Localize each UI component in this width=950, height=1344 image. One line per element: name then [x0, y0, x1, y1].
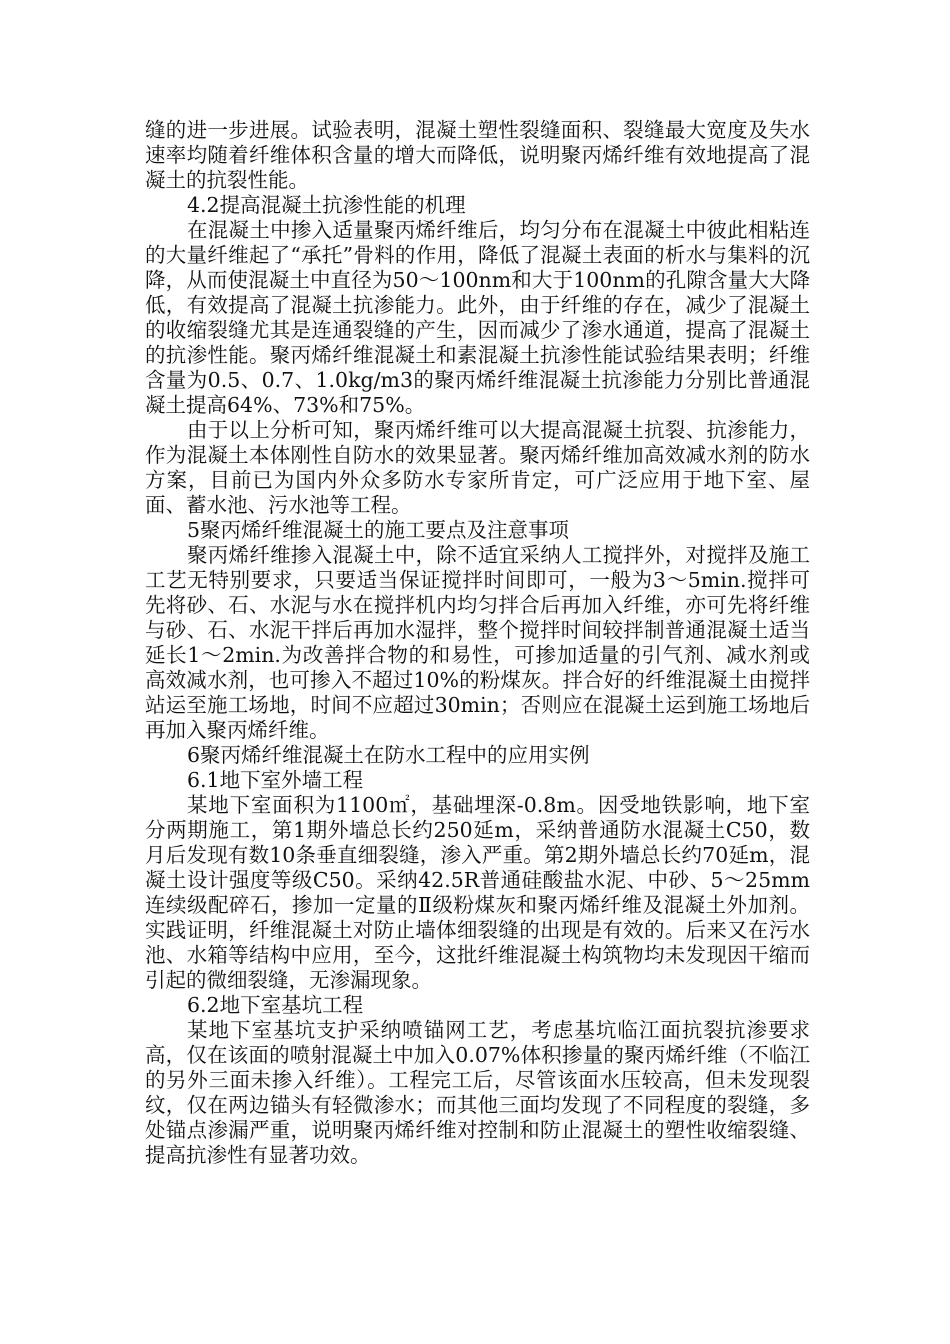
paragraph-impermeability-mechanism: 在混凝土中掺入适量聚丙烯纤维后，均匀分布在混凝土中彼此相粘连的大量纤维起了“承托”骨料的作用，降低了混凝土表面的析水与集料的沉降，从而使混凝土中直径为50～100nm和大于100nm的孔隙含量大大降低，有效提高了混凝土抗渗能力。此外，由于纤维的存在，减少了混凝土的收缩裂缝尤其是连通裂缝的产生，因而减少了渗水通道，提高了混凝土的抗渗性能。聚丙烯纤维混凝土和素混凝土抗渗性能试验结果表明；纤维含量为0.5、0.7、1.0kg/m3的聚丙烯纤维混凝土抗渗能力分别比普通混凝土提高64%、73%和75%。	[145, 218, 810, 417]
section-heading-6-1: 6.1地下室外墙工程	[187, 768, 364, 792]
section-heading-5: 5聚丙烯纤维混凝土的施工要点及注意事项	[187, 518, 570, 542]
paragraph-analysis-summary: 由于以上分析可知，聚丙烯纤维可以大提高混凝土抗裂、抗渗能力，作为混凝土本体刚性自防水的效果显著。聚丙烯纤维加高效减水剂的防水方案，目前已为国内外众多防水专家所肯定，可广泛应用于地下室、屋面、蓄水池、污水池等工程。	[145, 418, 810, 517]
section-heading-6: 6聚丙烯纤维混凝土在防水工程中的应用实例	[187, 743, 590, 767]
document-page	[145, 118, 810, 1168]
paragraph-foundation-pit-case: 某地下室基坑支护采纳喷锚网工艺，考虑基坑临江面抗裂抗渗要求高，仅在该面的喷射混凝土中加入0.07%体积掺量的聚丙烯纤维（不临江的另外三面未掺入纤维）。工程完工后，尽管该面水压较高，但未发现裂纹，仅在两边锚头有轻微渗水；而其他三面均发现了不同程度的裂缝，多处锚点渗漏严重，说明聚丙烯纤维对控制和防止混凝土的塑性收缩裂缝、提高抗渗性有显著功效。	[145, 1018, 810, 1167]
paragraph-basement-wall-case: 某地下室面积为1100㎡，基础埋深-0.8m。因受地铁影响，地下室分两期施工，第1期外墙总长约250延m，采纳普通防水混凝土C50，数月后发现有数10条垂直细裂缝，渗入严重。第2期外墙总长约70延m，混凝土设计强度等级C50。采纳42.5R普通硅酸盐水泥、中砂、5～25mm连续级配碎石，掺加一定量的Ⅱ级粉煤灰和聚丙烯纤维及混凝土外加剂。实践证明，纤维混凝土对防止墙体细裂缝的出现是有效的。后来又在污水池、水箱等结构中应用，至今，这批纤维混凝土构筑物均未发现因干缩而引起的微细裂缝，无渗漏现象。	[145, 793, 810, 992]
section-heading-6-2: 6.2地下室基坑工程	[187, 993, 364, 1017]
paragraph-construction-points: 聚丙烯纤维掺入混凝土中，除不适宜采纳人工搅拌外，对搅拌及施工工艺无特别要求，只要适当保证搅拌时间即可，一般为3～5min.搅拌可先将砂、石、水泥与水在搅拌机内均匀拌合后再加入纤维，亦可先将纤维与砂、石、水泥干拌后再加水湿拌，整个搅拌时间较拌制普通混凝土适当延长1～2min.为改善拌合物的和易性，可掺加适量的引气剂、减水剂或高效减水剂，也可掺入不超过10%的粉煤灰。拌合好的纤维混凝土由搅拌站运至施工场地，时间不应超过30min；否则应在混凝土运到施工场地后再加入聚丙烯纤维。	[145, 543, 810, 742]
paragraph-continued: 缝的进一步进展。试验表明，混凝土塑性裂缝面积、裂缝最大宽度及失水速率均随着纤维体积含量的增大而降低，说明聚丙烯纤维有效地提高了混凝土的抗裂性能。	[145, 118, 810, 192]
section-heading-4-2: 4.2提高混凝土抗渗性能的机理	[187, 193, 466, 217]
